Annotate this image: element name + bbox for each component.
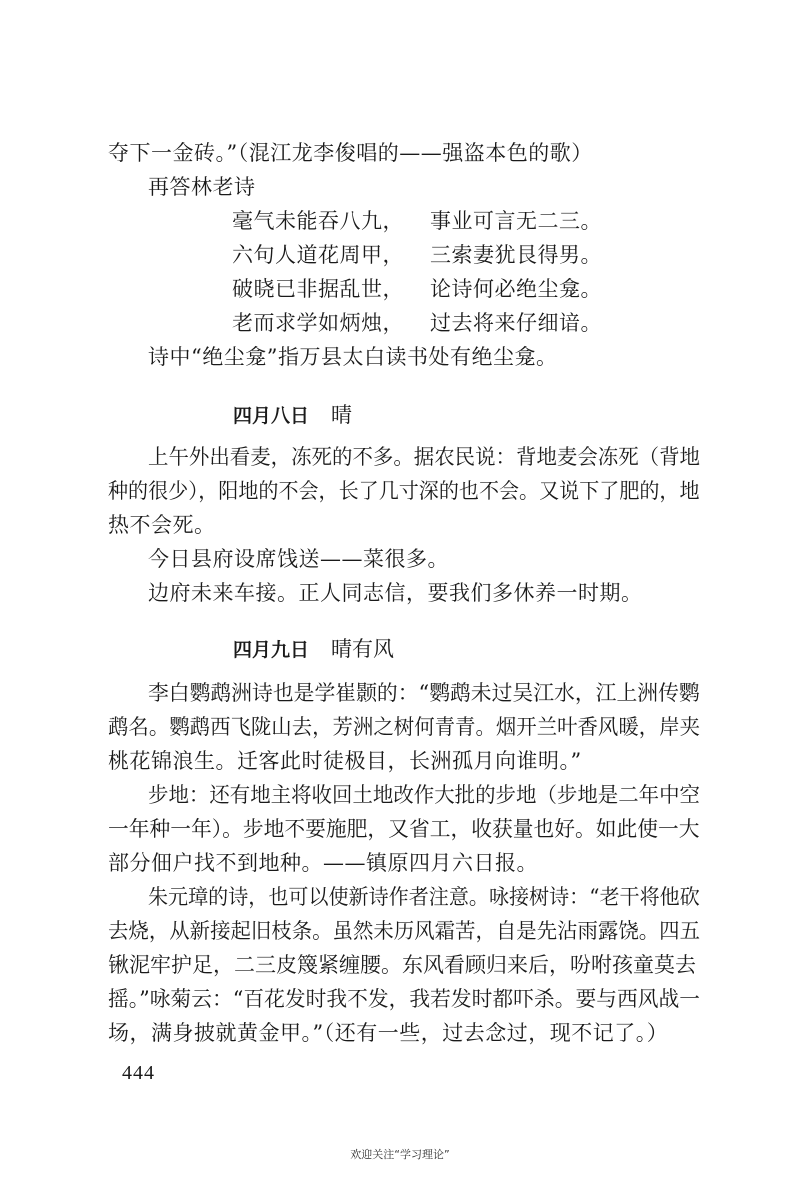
text-line: 边府未来车接。正人同志信，要我们多休养一时期。 (148, 581, 643, 605)
poem-line-left: 毫气未能吞八九， (232, 209, 404, 233)
text-line: 部分佃户找不到地种。——镇原四月六日报。 (108, 851, 538, 875)
poem-line-right: 过去将来仔细谙。 (430, 311, 602, 335)
text-line: 种的很少），阳地的不会，长了几寸深的也不会。又说下了肥的，地 (108, 479, 700, 503)
text-line: 摇。”咏菊云：“百花发时我不发，我若发时都吓杀。要与西风战一 (108, 987, 700, 1011)
footer-watermark: 欢迎关注“学习理论” (350, 1148, 450, 1161)
poem-line-right: 三索妻犹艮得男。 (430, 243, 602, 267)
entry-heading (233, 632, 394, 667)
poem-line-right: 事业可言无二三。 (430, 209, 602, 233)
text-line: 场，满身披就黄金甲。”（还有一些，过去念过，现不记了。） (108, 1021, 669, 1045)
entry-weather: 晴 (331, 403, 353, 427)
text-line: 今日县府设席饯送——菜很多。 (148, 547, 449, 571)
entry-date: 四月八日 (233, 405, 310, 427)
entry-date: 四月九日 (233, 639, 310, 661)
page-number: 444 (122, 1062, 155, 1084)
text-line: 热不会死。 (108, 513, 216, 537)
text-line: 去烧，从新接起旧枝条。虽然未历风霜苦，自是先沾雨露饶。四五 (108, 919, 700, 943)
poem-line-left: 破晓已非据乱世， (232, 277, 404, 301)
text-line: 一年种一年）。步地不要施肥，又省工，收获量也好。如此使一大 (108, 817, 700, 841)
text-line: 鹉名。鹦鹉西飞陇山去，芳洲之树何青青。烟开兰叶香风暖，岸夹 (108, 715, 700, 739)
text-line: 夺下一金砖。”（混江龙李俊唱的——强盗本色的歌） (108, 141, 593, 165)
text-line: 桃花锦浪生。迁客此时徒极目，长洲孤月向谁明。” (108, 749, 582, 773)
poem-line-right: 论诗何必绝尘龛。 (430, 277, 602, 301)
text-line: 锹泥牢护足，二三皮篾紧缠腰。东风看顾归来后，吩咐孩童莫去 (108, 953, 696, 977)
text-line: 朱元璋的诗，也可以使新诗作者注意。咏接树诗：“老干将他砍 (148, 885, 700, 909)
entry-weather: 晴有风 (331, 637, 395, 661)
poem-title: 再答林老诗 (148, 175, 256, 199)
text-line: 步地：还有地主将收回土地改作大批的步地（步地是二年中空 (148, 783, 700, 807)
text-line: 李白鹦鹉洲诗也是学崔颢的：“鹦鹉未过吴江水，江上洲传鹦 (148, 681, 700, 705)
text-line: 上午外出看麦，冻死的不多。据农民说：背地麦会冻死（背地 (148, 445, 700, 469)
poem-line-left: 六句人道花周甲， (232, 243, 404, 267)
poem-line-left: 老而求学如炳烛， (232, 311, 404, 335)
poem-note: 诗中“绝尘龛”指万县太白读书处有绝尘龛。 (148, 345, 558, 369)
entry-heading (233, 398, 352, 433)
